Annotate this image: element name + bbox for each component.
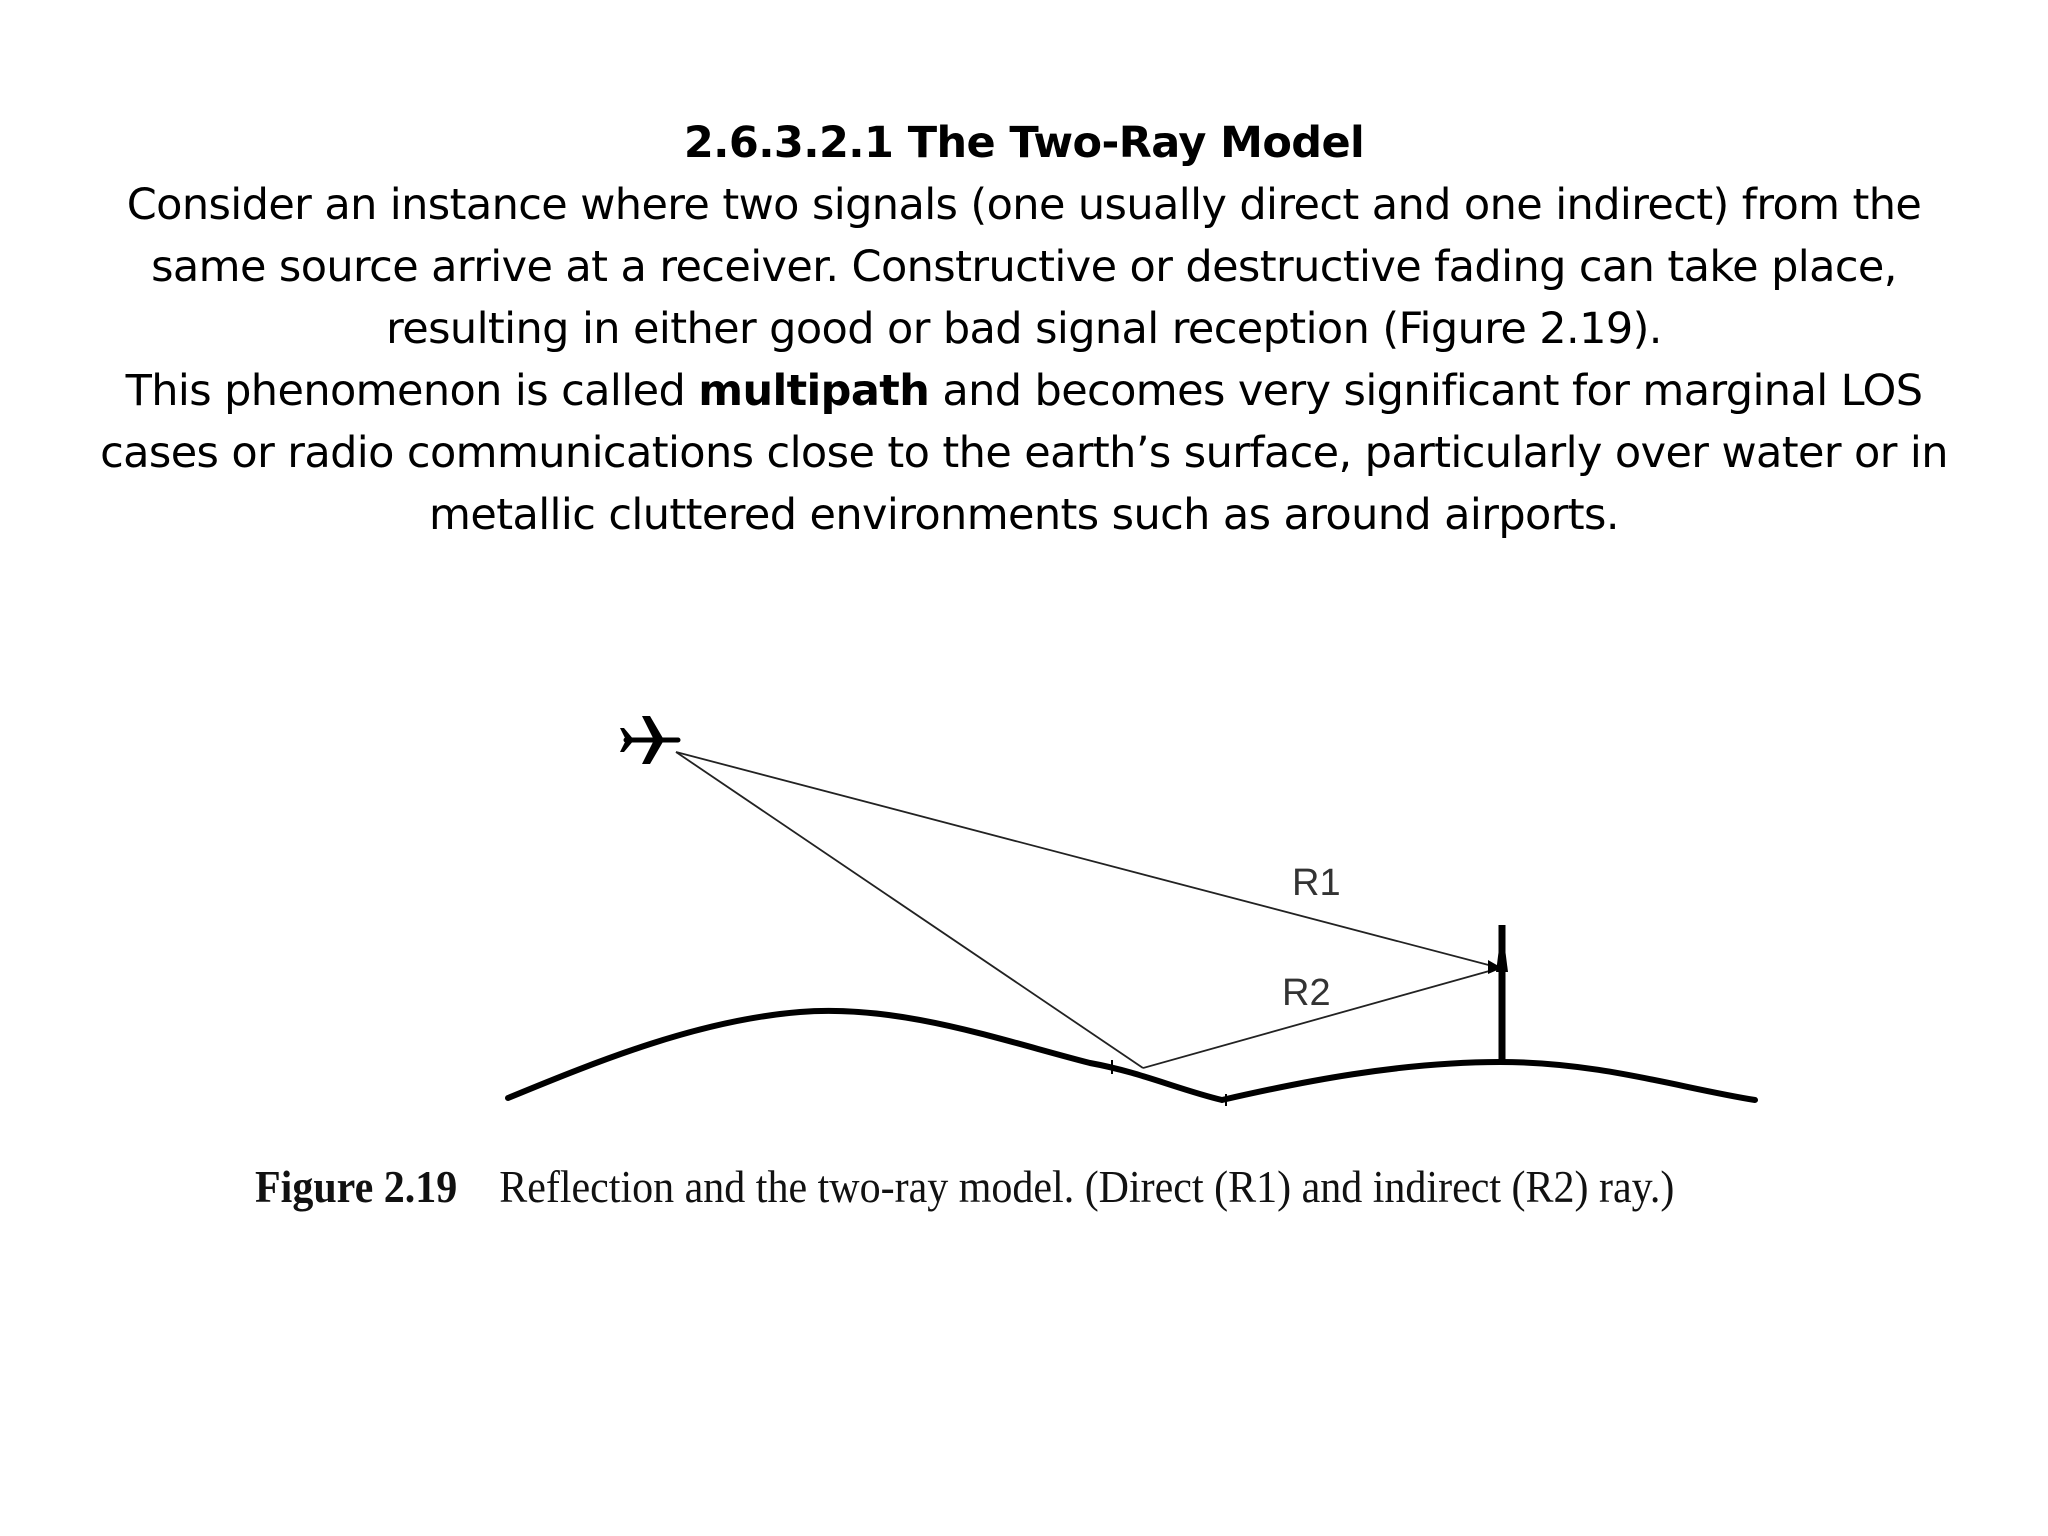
section-heading: 2.6.3.2.1 The Two-Ray Model — [683, 118, 1365, 168]
figure-caption — [255, 1162, 1674, 1214]
terrain-line — [508, 1011, 1755, 1100]
paragraph-multipath-end: and becomes very significant for marginal LOS cases or radio communications close to the earth’s surface, particularly over water or in metallic cluttered environments such as around airports. — [100, 366, 1948, 540]
paragraph-two-signals: Consider an instance where two signals (one usually direct and one indirect) from the same source arrive at a receiver. Constructive or destructive fading can take place, resulting in either good or bad signal reception (Figure 2.19). — [126, 180, 1922, 354]
figure-caption-label: Figure 2.19 — [255, 1163, 458, 1213]
multipath-term: multipath — [698, 366, 930, 416]
direct-ray-r1 — [676, 752, 1500, 968]
paragraph-multipath-start: This phenomenon is called — [125, 366, 699, 416]
label-r2: R2 — [1282, 972, 1331, 1014]
airplane-icon — [620, 716, 678, 764]
label-r1: R1 — [1292, 862, 1341, 904]
figure-caption-text: Reflection and the two-ray model. (Direct (R1) and indirect (R2) ray.) — [499, 1163, 1675, 1213]
antenna-mast — [1488, 925, 1508, 1060]
